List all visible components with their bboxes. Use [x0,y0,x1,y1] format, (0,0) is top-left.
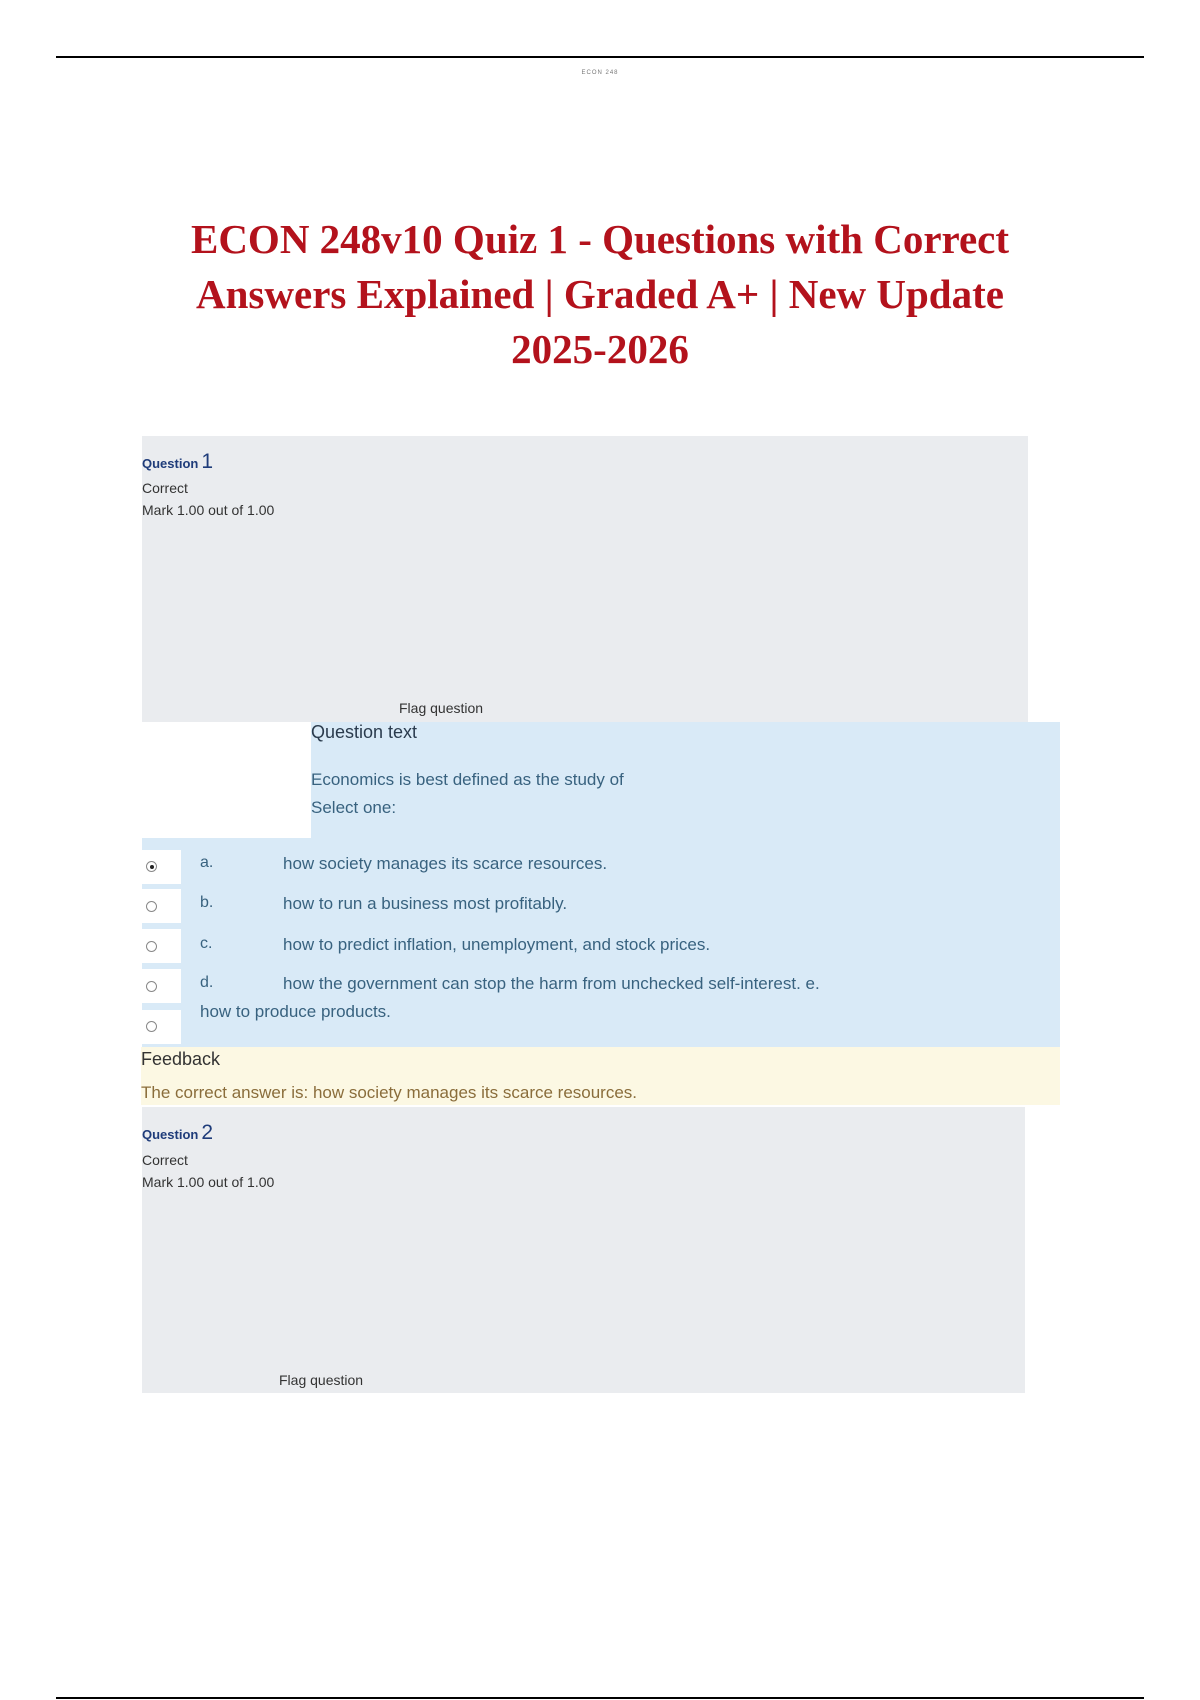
feedback-label: Feedback [141,1049,221,1069]
title-line-2: Answers Explained | Graded A+ | New Update [196,271,1004,317]
option-c-text[interactable]: how to predict inflation, unemployment, and stock prices. [283,935,711,954]
document-title [150,212,1050,377]
question-1-text-block [311,766,624,822]
option-d-text[interactable]: how the government can stop the harm from unchecked self-interest. e. [283,974,820,993]
question-1-number: 1 [201,450,214,473]
question-1-text: Economics is best defined as the study of [311,770,624,789]
question-2-number: 2 [201,1121,214,1144]
option-d-radio[interactable] [146,981,157,992]
option-b-text[interactable]: how to run a business most profitably. [283,894,568,913]
question-1-content-gap [142,722,311,838]
question-2-status: Correct [142,1152,188,1168]
question-1-text-label: Question text [311,722,418,742]
question-1-mark: Mark 1.00 out of 1.00 [142,502,275,518]
question-2-label: Question [142,1127,199,1142]
question-1-heading [142,450,213,474]
question-1-status: Correct [142,480,188,496]
title-line-1: ECON 248v10 Quiz 1 - Questions with Correct [190,216,1010,262]
question-2-heading [142,1121,213,1145]
question-1-prompt: Select one: [311,798,397,817]
option-e-radio[interactable] [146,1021,157,1032]
feedback-text: The correct answer is: how society manages its scarce resources. [141,1083,638,1102]
option-d-letter: d. [200,974,214,991]
option-c-letter: c. [200,935,213,952]
option-e-text[interactable]: how to produce products. [200,1002,391,1021]
option-a-radio[interactable] [146,861,157,872]
option-a-text[interactable]: how society manages its scarce resources. [283,854,608,873]
option-b-letter: b. [200,894,214,911]
question-2-meta [142,1149,274,1193]
option-c-radio[interactable] [146,941,157,952]
header-mark: ECON 248 [581,70,619,76]
question-2-info-panel [142,1107,1025,1393]
question-1-label: Question [142,456,199,471]
bottom-rule [56,1697,1144,1699]
title-line-3: 2025-2026 [511,326,689,372]
question-2-mark: Mark 1.00 out of 1.00 [142,1174,275,1190]
top-rule [56,56,1144,58]
question-1-meta [142,477,274,521]
option-a-letter: a. [200,854,214,871]
question-2-flag-button[interactable]: Flag question [279,1372,364,1388]
option-b-radio[interactable] [146,901,157,912]
question-1-flag-button[interactable]: Flag question [399,700,484,716]
question-1-info-panel [142,436,1028,722]
